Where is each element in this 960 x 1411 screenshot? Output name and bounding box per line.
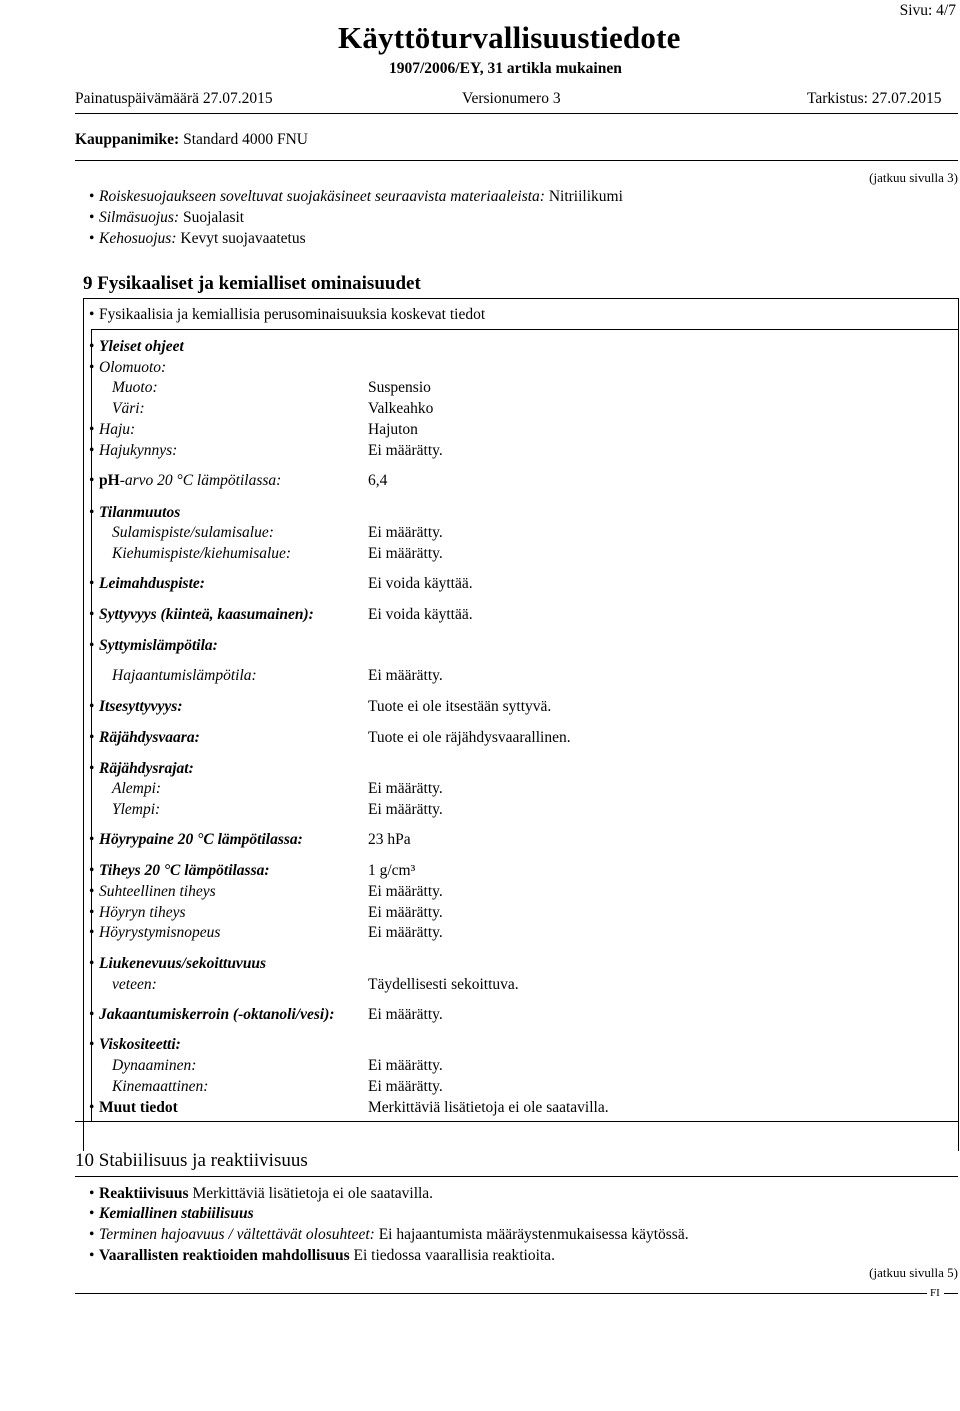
vapour-pressure-value: 23 hPa: [368, 831, 411, 848]
water-solubility-value: Täydellisesti sekoittuva.: [368, 976, 519, 993]
eye-protection-label: Silmäsuojus:: [99, 209, 180, 226]
form-value: Suspensio: [368, 379, 431, 396]
odor-threshold-label: [99, 441, 177, 461]
odor-label-text: Haju:: [99, 421, 136, 438]
evaporation-text: Höyrystymisnopeus: [99, 924, 221, 941]
self-ignition-label: • Itsesyttyvyys:: [99, 697, 183, 717]
viscosity-heading: • Viskositeetti:: [99, 1035, 181, 1055]
vapour-density-label: [99, 903, 186, 923]
subsection-divider: [91, 329, 958, 330]
relative-density-value: Ei määrätty.: [368, 883, 443, 900]
color-value: Valkeahko: [368, 400, 434, 417]
document-title: Käyttöturvallisuustiedote: [338, 20, 681, 55]
body-protection: [99, 229, 306, 249]
ph-label-abbr: pH: [99, 472, 120, 489]
boiling-label: [112, 544, 291, 564]
self-ignition-value: Tuote ei ole itsestään syttyvä.: [368, 698, 552, 715]
explosion-value: Tuote ei ole räjähdysvaarallinen.: [368, 729, 571, 746]
header-divider: [75, 113, 958, 114]
hand-protection: [99, 187, 623, 207]
appearance-label: [99, 358, 166, 378]
color-label-text: Väri:: [112, 400, 145, 417]
dynamic-viscosity-text: Dynaaminen:: [112, 1057, 197, 1074]
solubility-heading: • Liukenevuus/sekoittuvuus: [99, 954, 266, 974]
revision-date: Tarkistus: 27.07.2015: [807, 90, 942, 107]
melting-label: [112, 523, 274, 543]
boiling-label-text: Kiehumispiste/kiehumisalue:: [112, 545, 292, 562]
upper-limit-text: Ylempi:: [112, 801, 161, 818]
form-label-text: Muoto:: [112, 379, 158, 396]
flammability-value: Ei voida käyttää.: [368, 606, 473, 623]
reactivity-value: Merkittäviä lisätietoja ei ole saatavilla.: [192, 1185, 434, 1202]
density-value: 1 g/cm³: [368, 862, 416, 879]
other-info-value: Merkittäviä lisätietoja ei ole saatavilla.: [368, 1099, 609, 1116]
continued-to: (jatkuu sivulla 5): [869, 1265, 958, 1280]
trade-divider: [75, 160, 958, 161]
print-date: Painatuspäivämäärä 27.07.2015: [75, 90, 273, 107]
hand-protection-label: Roiskesuojaukseen soveltuvat suojakäsineet seuraavista materiaaleista:: [99, 188, 545, 205]
lower-limit-text: Alempi:: [112, 780, 162, 797]
odor-value: Hajuton: [368, 421, 418, 438]
eye-protection: [99, 208, 244, 228]
thermal-decomposition-value: Ei hajaantumista määräystenmukaisessa käytössä.: [378, 1226, 689, 1243]
footer-divider-left: [75, 1293, 927, 1294]
section-9-bottom-divider: [75, 1121, 958, 1122]
ph-value: 6,4: [368, 472, 388, 489]
version-number: Versionumero 3: [462, 90, 561, 107]
hazardous-reactions: [99, 1246, 555, 1266]
decomposition-label: [112, 666, 257, 686]
reactivity-label: Reaktiivisuus: [99, 1185, 189, 1202]
trade-name-label: Kauppanimike:: [75, 131, 180, 148]
water-solubility-label: [112, 975, 157, 995]
thermal-decomposition-label: Terminen hajoavuus / vältettävät olosuhteet:: [99, 1226, 375, 1243]
dynamic-viscosity-value: Ei määrätty.: [368, 1057, 443, 1074]
body-protection-label: Kehosuojus:: [99, 230, 177, 247]
explosion-limits-heading: • Räjähdysrajat:: [99, 759, 194, 779]
hazardous-reactions-value: Ei tiedossa vaarallisia reaktioita.: [353, 1247, 555, 1264]
section-9-right-border: [958, 298, 959, 1151]
vapour-density-value: Ei määrätty.: [368, 904, 443, 921]
appearance-text: Olomuoto:: [99, 359, 167, 376]
partition-value: Ei määrätty.: [368, 1006, 443, 1023]
ph-label: [99, 471, 281, 491]
color-label: [112, 399, 145, 419]
lower-limit-label: [112, 779, 161, 799]
ph-label-text: -arvo 20 °C lämpötilassa:: [119, 472, 282, 489]
decomposition-value: Ei määrätty.: [368, 667, 443, 684]
water-solubility-text: veteen:: [112, 976, 157, 993]
melting-value: Ei määrätty.: [368, 524, 443, 541]
trade-name-value: Standard 4000 FNU: [183, 131, 308, 148]
flammability-label: • Syttyvyys (kiinteä, kaasumainen):: [99, 605, 314, 625]
eye-protection-value: Suojalasit: [182, 209, 245, 226]
language-code: FI: [930, 1287, 940, 1299]
section-10-divider: [75, 1176, 958, 1177]
odor-threshold-text: Hajukynnys:: [99, 442, 178, 459]
form-label: [112, 378, 158, 398]
vapour-pressure-label: • Höyrypaine 20 °C lämpötilassa:: [99, 830, 303, 850]
continued-from: (jatkuu sivulla 3): [869, 170, 958, 185]
vapour-density-text: Höyryn tiheys: [99, 904, 186, 921]
kinematic-viscosity-text: Kinemaattinen:: [112, 1078, 209, 1095]
explosion-label: • Räjähdysvaara:: [99, 728, 200, 748]
odor-label: [99, 420, 135, 440]
document-subtitle: 1907/2006/EY, 31 artikla mukainen: [389, 60, 622, 77]
hand-protection-value: Nitriilikumi: [548, 188, 623, 205]
kinematic-viscosity-value: Ei määrätty.: [368, 1078, 443, 1095]
thermal-decomposition: [99, 1225, 689, 1245]
section-9-title: 9 Fysikaaliset ja kemialliset ominaisuudet: [83, 273, 421, 294]
flash-point-value: Ei voida käyttää.: [368, 575, 473, 592]
state-change-heading: • Tilanmuutos: [99, 503, 180, 523]
section-9-left-border: [83, 298, 84, 1151]
odor-threshold-value: Ei määrätty.: [368, 442, 443, 459]
evaporation-label: [99, 923, 220, 943]
body-protection-value: Kevyt suojavaatetus: [180, 230, 306, 247]
section-10-title: 10 Stabiilisuus ja reaktiivisuus: [75, 1150, 308, 1171]
dynamic-viscosity-label: [112, 1056, 196, 1076]
relative-density-text: Suhteellinen tiheys: [99, 883, 216, 900]
relative-density-label: [99, 882, 216, 902]
density-label: • Tiheys 20 °C lämpötilassa:: [99, 861, 270, 881]
section-9-divider: [83, 298, 958, 299]
partition-label: • Jakaantumiskerroin (-oktanoli/vesi):: [99, 1005, 335, 1025]
trade-name: [75, 131, 308, 149]
upper-limit-label: [112, 800, 160, 820]
general-heading: • Yleiset ohjeet: [99, 337, 184, 357]
hazardous-reactions-label: Vaarallisten reaktioiden mahdollisuus: [99, 1247, 350, 1264]
evaporation-value: Ei määrätty.: [368, 924, 443, 941]
ignition-label: • Syttymislämpötila:: [99, 636, 218, 656]
reactivity: [99, 1184, 433, 1204]
boiling-value: Ei määrätty.: [368, 545, 443, 562]
flash-point-label: • Leimahduspiste:: [99, 574, 205, 594]
melting-label-text: Sulamispiste/sulamisalue:: [112, 524, 274, 541]
other-info-label: • Muut tiedot: [99, 1098, 178, 1118]
basic-properties-heading: • Fysikaalisia ja kemiallisia perusominaisuuksia koskevat tiedot: [99, 305, 485, 325]
kinematic-viscosity-label: [112, 1077, 208, 1097]
lower-limit-value: Ei määrätty.: [368, 780, 443, 797]
chemical-stability-heading: • Kemiallinen stabiilisuus: [99, 1204, 254, 1224]
upper-limit-value: Ei määrätty.: [368, 801, 443, 818]
decomposition-label-text: Hajaantumislämpötila:: [112, 667, 257, 684]
footer-divider-right: [944, 1293, 958, 1294]
page-number: Sivu: 4/7: [899, 2, 956, 19]
